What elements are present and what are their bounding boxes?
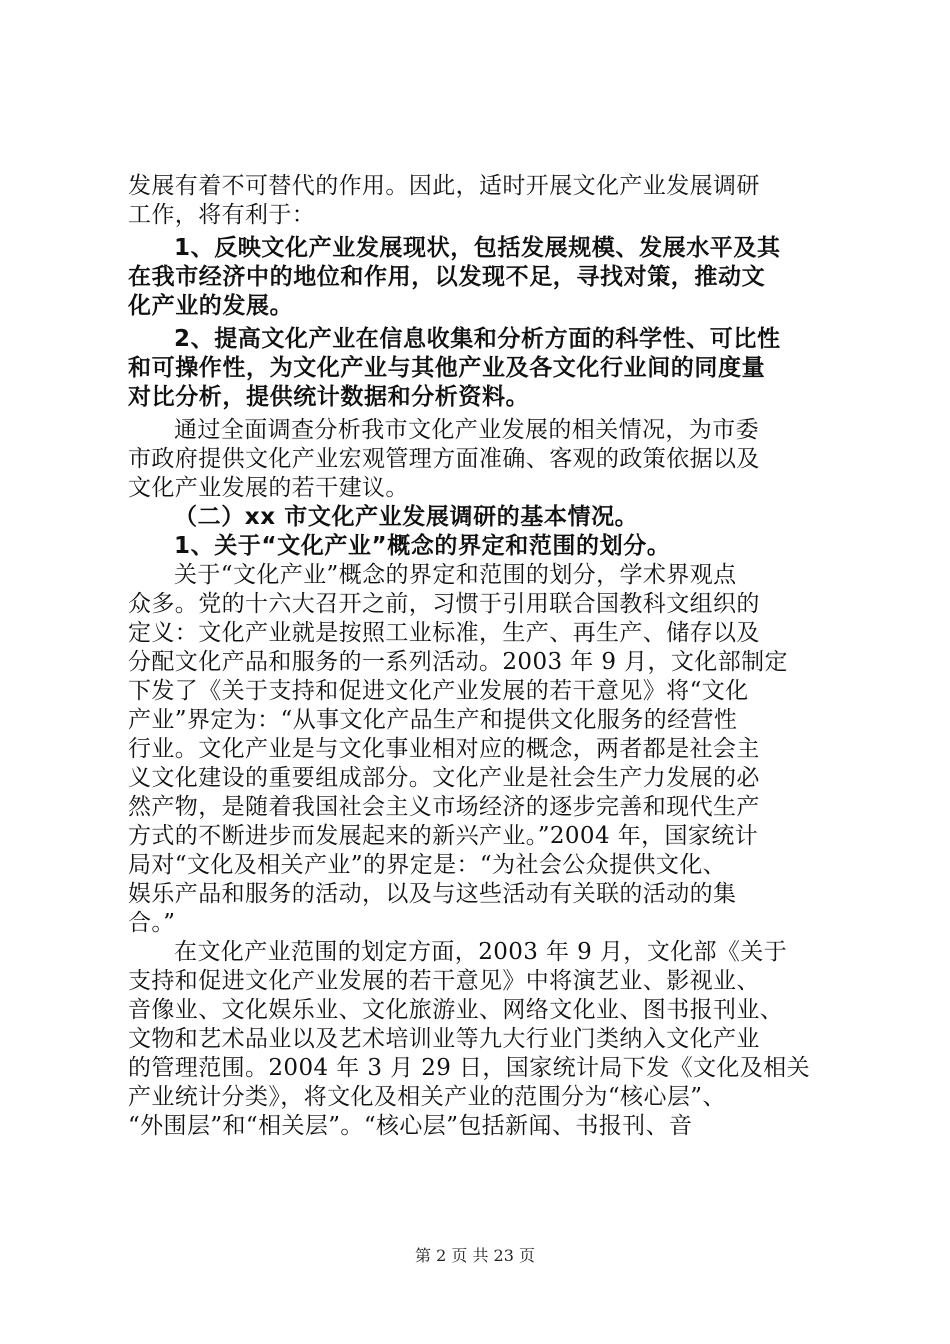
document-body [128, 172, 828, 1141]
text-line: 1、反映文化产业发展现状，包括发展规模、发展水平及其 [174, 235, 781, 261]
text-line: 产业”界定为：“从事文化产品生产和提供文化服务的经营性 [128, 707, 738, 733]
text-line: （二）xx 市文化产业发展调研的基本情况。 [174, 504, 639, 530]
text-line: 方式的不断进步而发展起来的新兴产业。”2004 年，国家统计 [128, 823, 759, 849]
text-line: 支持和促进文化产业发展的若干意见》中将演艺业、影视业、 [128, 968, 760, 994]
text-line: 产业统计分类》，将文化及相关产业的范围分为“核心层”、 [128, 1084, 726, 1110]
text-line: 然产物，是随着我国社会主义市场经济的逐步完善和现代生产 [128, 794, 760, 820]
text-line: 下发了《关于支持和促进文化产业发展的若干意见》将“文化 [128, 678, 749, 704]
text-line: 行业。文化产业是与文化事业相对应的概念，两者都是社会主 [128, 736, 760, 762]
text-line: 众多。党的十六大召开之前，习惯于引用联合国教科文组织的 [128, 591, 760, 617]
text-line: 合。” [128, 910, 176, 936]
text-line: 音像业、文化娱乐业、文化旅游业、网络文化业、图书报刊业、 [128, 997, 784, 1023]
text-line: 在文化产业范围的划定方面，2003 年 9 月，文化部《关于 [174, 939, 788, 965]
text-line: 分配文化产品和服务的一系列活动。2003 年 9 月，文化部制定 [128, 649, 788, 675]
text-line: 关于“文化产业”概念的界定和范围的划分，学术界观点 [174, 562, 737, 588]
text-line: 义文化建设的重要组成部分。文化产业是社会生产力发展的必 [128, 765, 760, 791]
text-line: 文化产业发展的若干建议。 [128, 475, 409, 501]
text-line: 化产业的发展。 [128, 293, 294, 319]
text-line: 工作，将有利于： [128, 202, 316, 228]
text-line: “外围层”和“相关层”。“核心层”包括新闻、书报刊、音 [128, 1113, 693, 1139]
text-line: 的管理范围。2004 年 3 月 29 日，国家统计局下发《文化及相关 [128, 1055, 810, 1081]
text-line: 和可操作性，为文化产业与其他产业及各文化行业间的同度量 [128, 355, 766, 381]
text-line: 定义：文化产业就是按照工业标准，生产、再生产、储存以及 [128, 620, 760, 646]
text-line: 通过全面调查分析我市文化产业发展的相关情况，为市委 [174, 417, 759, 443]
text-line: 2、提高文化产业在信息收集和分析方面的科学性、可比性 [174, 326, 781, 352]
text-line: 娱乐产品和服务的活动，以及与这些活动有关联的活动的集 [128, 881, 737, 907]
text-line: 1、关于“文化产业”概念的界定和范围的划分。 [174, 533, 671, 559]
text-line: 发展有着不可替代的作用。因此，适时开展文化产业发展调研 [128, 173, 760, 199]
text-line: 局对“文化及相关产业”的界定是：“为社会公众提供文化、 [128, 852, 727, 878]
text-line: 在我市经济中的地位和作用，以发现不足，寻找对策，推动文 [128, 264, 766, 290]
text-line: 对比分析，提供统计数据和分析资料。 [128, 384, 530, 410]
text-line: 文物和艺术品业以及艺术培训业等九大行业门类纳入文化产业 [128, 1026, 760, 1052]
text-line: 市政府提供文化产业宏观管理方面准确、客观的政策依据以及 [128, 446, 760, 472]
page-number-footer: 第 2 页 共 23 页 [415, 1246, 535, 1265]
